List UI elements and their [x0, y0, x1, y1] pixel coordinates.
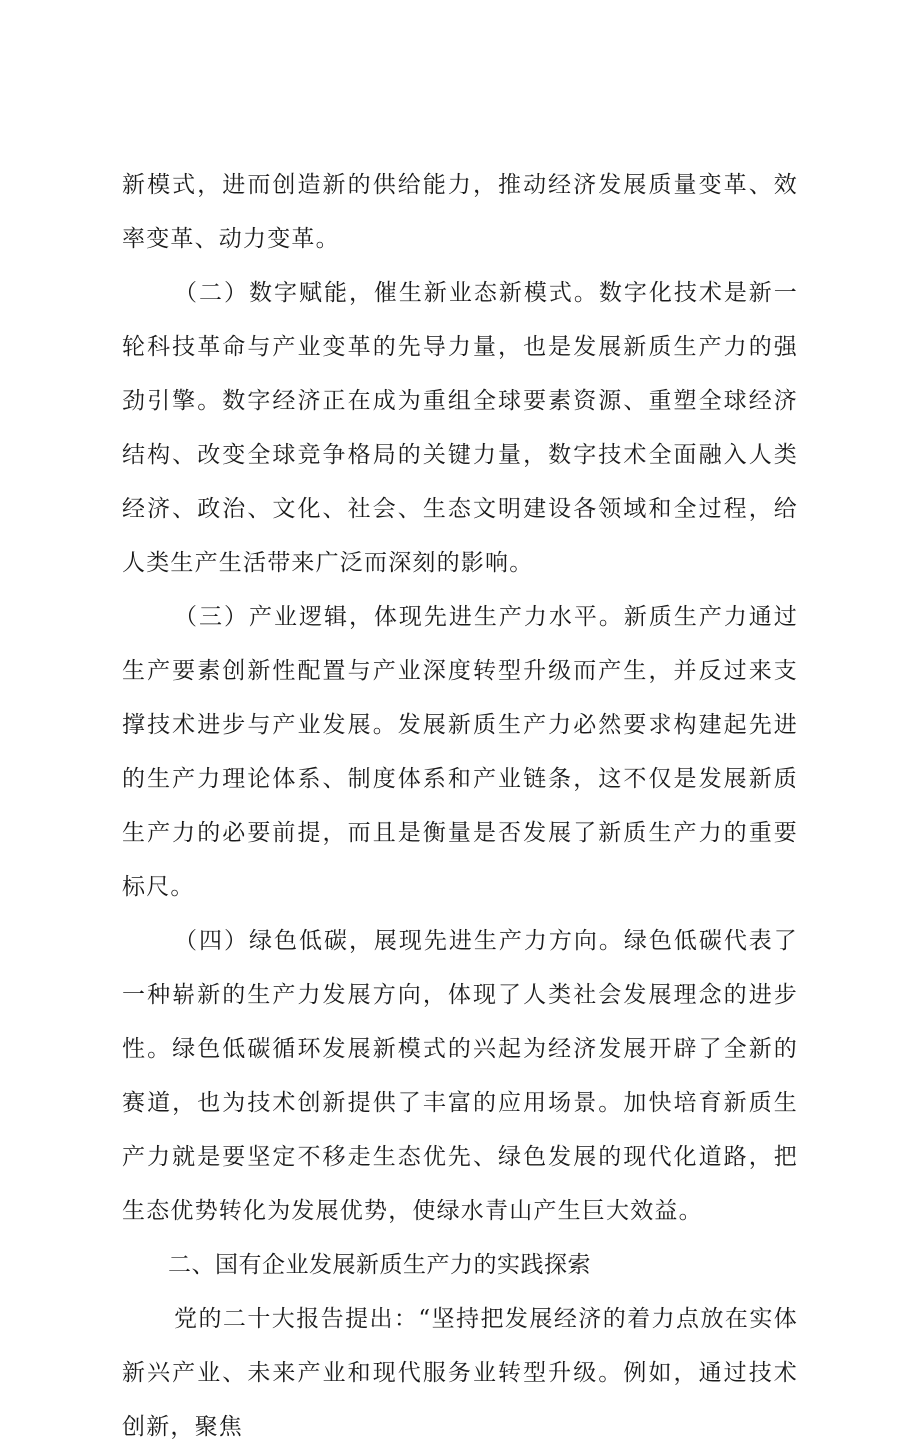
paragraph-green-low-carbon: （四）绿色低碳，展现先进生产力方向。绿色低碳代表了一种崭新的生产力发展方向，体现了人类社会发展理念的进步性。绿色低碳循环发展新模式的兴起为经济发展开辟了全新的赛道，也为技术创新提供了丰富的应用场景。加快培育新质生产力就是要坚定不移走生态优先、绿色发展的现代化道路，把生态优势转化为发展优势，使绿水青山产生巨大效益。 — [122, 928, 798, 1224]
paragraph-continuation: 新模式，进而创造新的供给能力，推动经济发展质量变革、效率变革、动力变革。 — [122, 172, 798, 252]
paragraph-party-report: 党的二十大报告提出：“坚持把发展经济的着力点放在实体新兴产业、未来产业和现代服务业转型升级。例如，通过技术创新，聚焦 — [122, 1306, 798, 1440]
document-body — [122, 158, 798, 1454]
section-heading: 二、国有企业发展新质生产力的实践探索 — [168, 1252, 591, 1278]
paragraph-digital-empowerment: （二）数字赋能，催生新业态新模式。数字化技术是新一轮科技革命与产业变革的先导力量，也是发展新质生产力的强劲引擎。数字经济正在成为重组全球要素资源、重塑全球经济结构、改变全球竞争格局的关键力量，数字技术全面融入人类经济、政治、文化、社会、生态文明建设各领域和全过程，给人类生产生活带来广泛而深刻的影响。 — [122, 280, 798, 576]
paragraph-industrial-logic: （三）产业逻辑，体现先进生产力水平。新质生产力通过生产要素创新性配置与产业深度转型升级而产生，并反过来支撑技术进步与产业发展。发展新质生产力必然要求构建起先进的生产力理论体系、制度体系和产业链条，这不仅是发展新质生产力的必要前提，而且是衡量是否发展了新质生产力的重要标尺。 — [122, 604, 798, 900]
